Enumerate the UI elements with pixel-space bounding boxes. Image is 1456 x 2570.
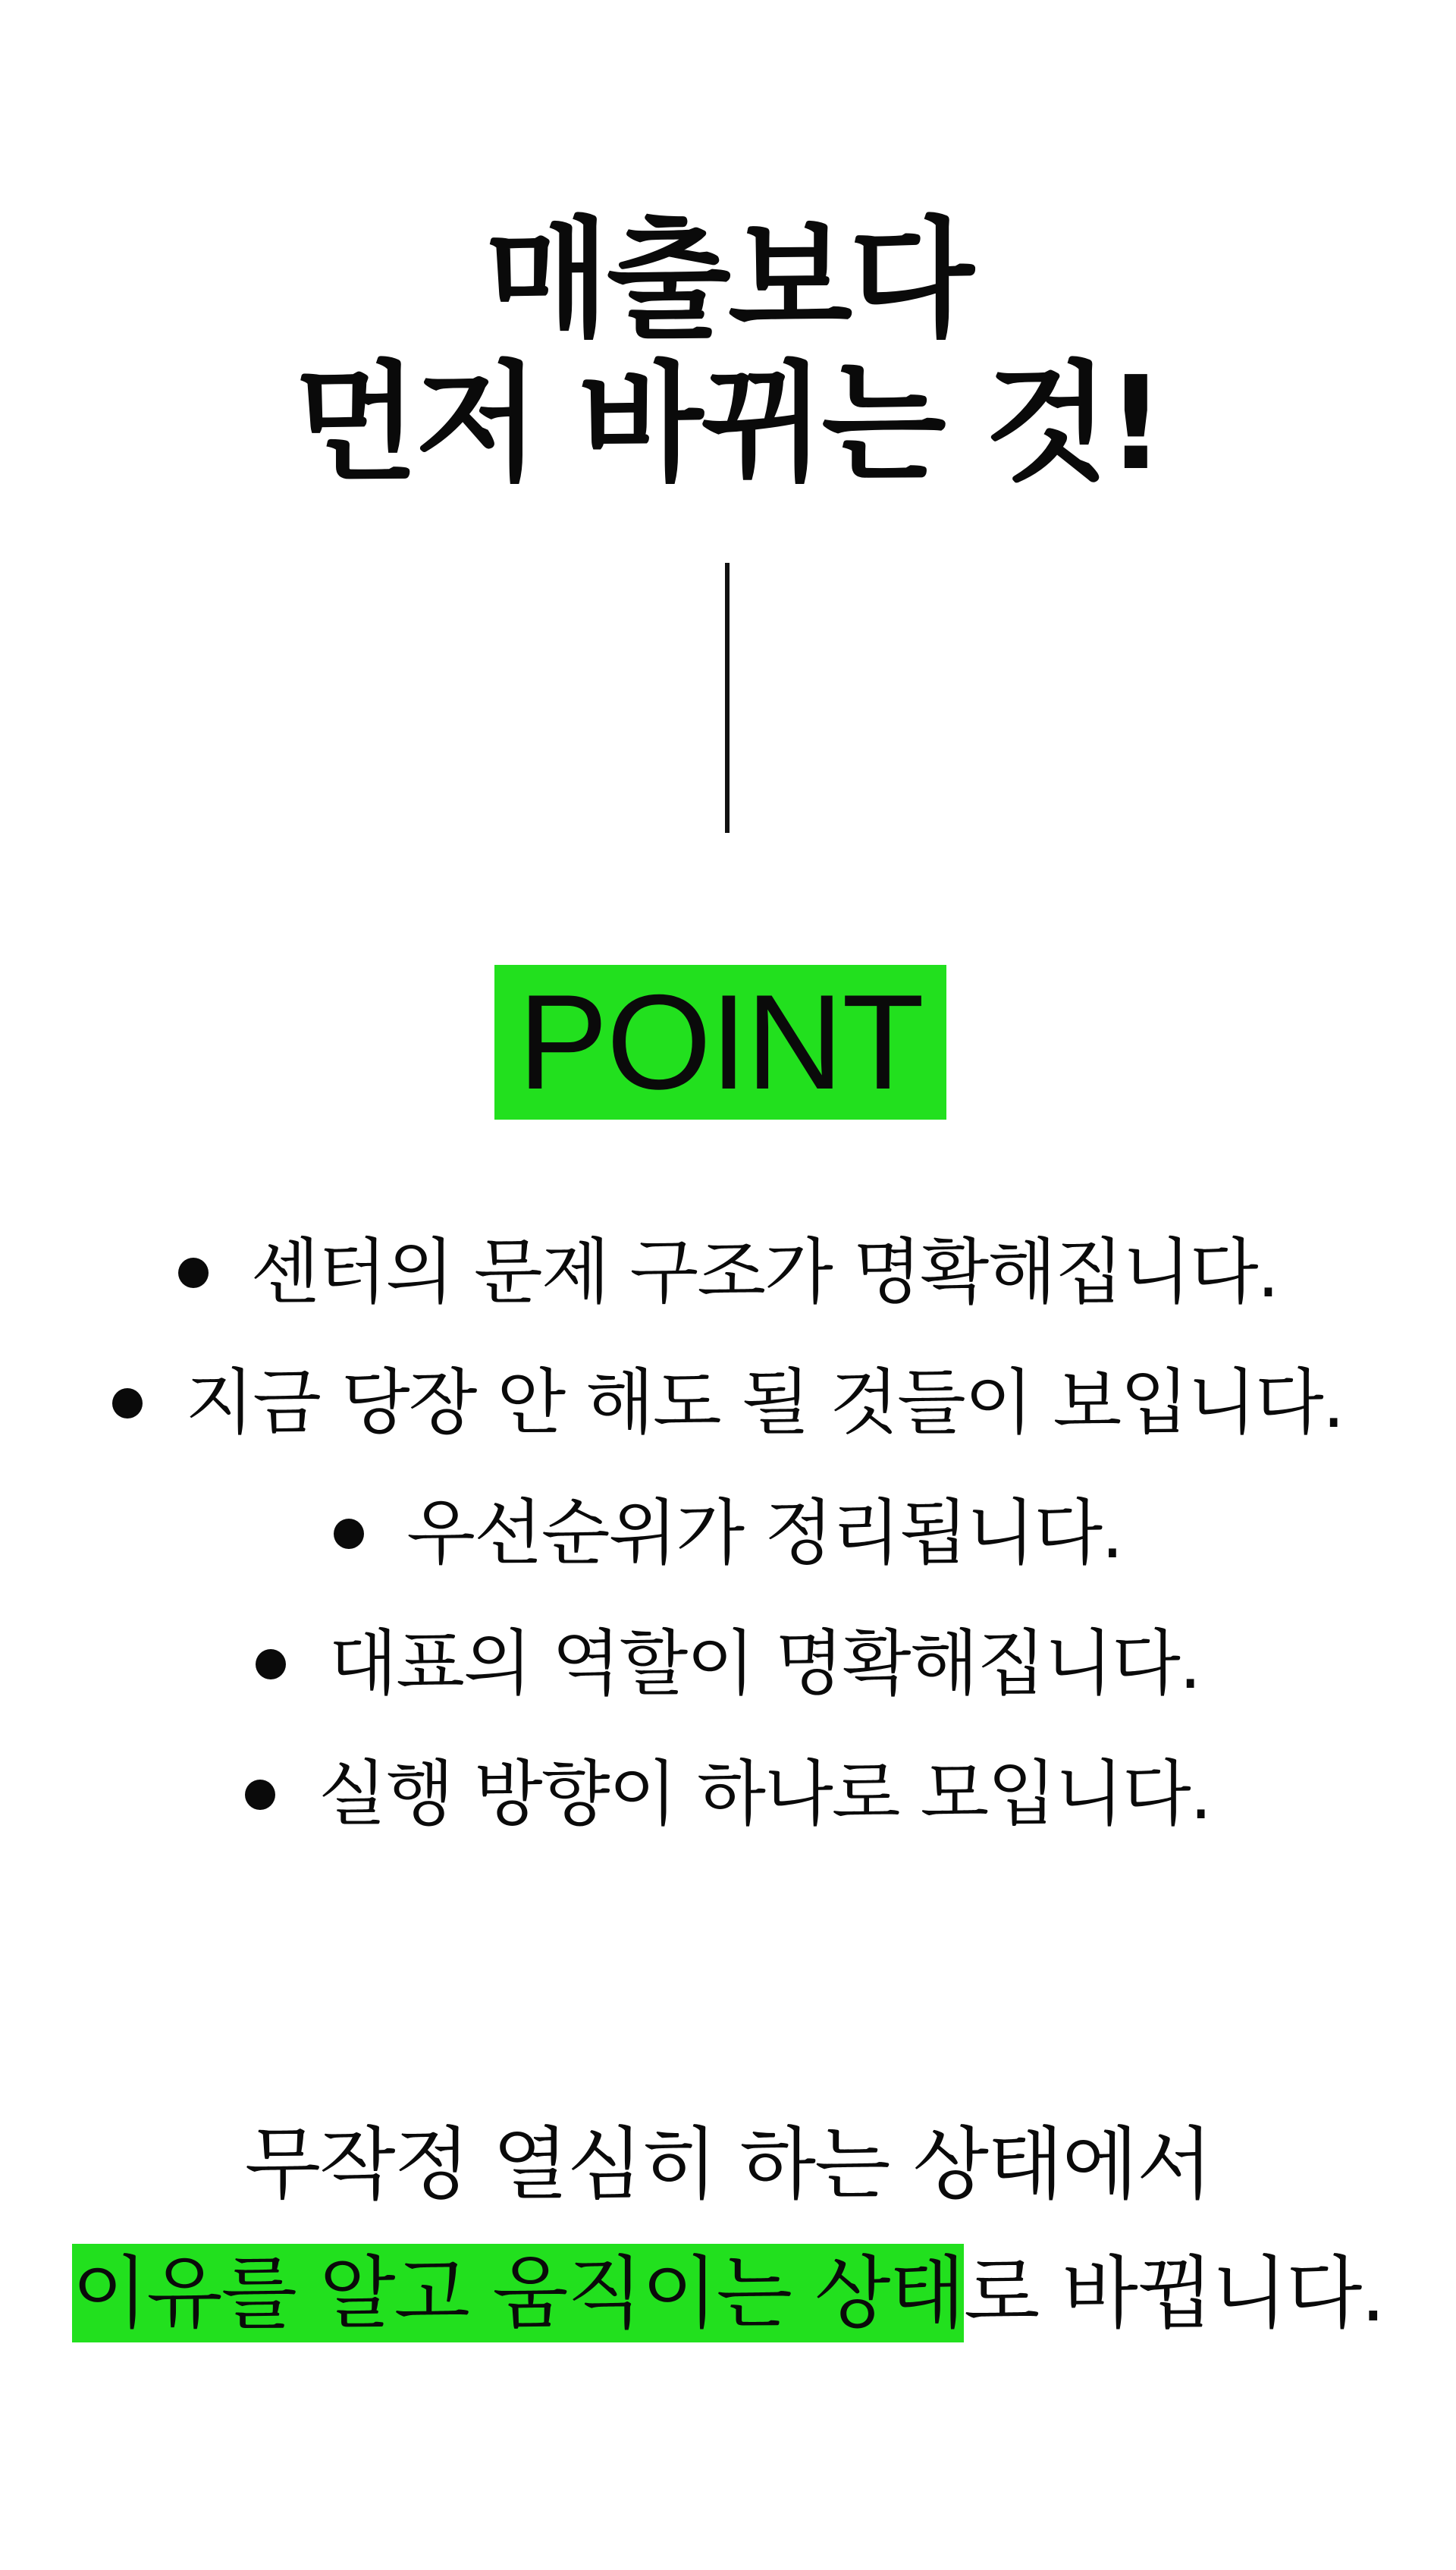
closing-line-2 xyxy=(0,2229,1456,2358)
list-item-text: 실행 방향이 하나로 모입니다. xyxy=(318,1753,1211,1836)
list-item-text: 센터의 문제 구조가 명확해집니다. xyxy=(250,1231,1279,1314)
title-line-2: 먼저 바뀌는 것! xyxy=(293,348,1163,499)
bullet-icon xyxy=(178,1258,209,1288)
point-badge xyxy=(494,965,946,1120)
list-item-text: 우선순위가 정리됩니다. xyxy=(406,1492,1122,1575)
title-line-1: 매출보다 xyxy=(485,204,971,355)
closing-highlight: 이유를 알고 움직이는 상태 xyxy=(72,2244,964,2342)
list-item-text: 대표의 역할이 명확해집니다. xyxy=(328,1623,1200,1705)
bullet-icon xyxy=(334,1519,364,1549)
bullet-icon xyxy=(245,1780,275,1810)
bullet-icon xyxy=(112,1388,143,1419)
list-item xyxy=(0,1338,1456,1469)
closing-line-1: 무작정 열심히 하는 상태에서 xyxy=(244,2118,1212,2210)
point-label: POINT xyxy=(518,966,923,1117)
list-item xyxy=(0,1730,1456,1860)
list-item xyxy=(0,1469,1456,1599)
point-list xyxy=(0,1208,1456,1860)
closing-statement xyxy=(0,2100,1456,2358)
closing-line-2-rest: 로 바뀝니다. xyxy=(963,2247,1385,2339)
bullet-icon xyxy=(256,1649,286,1679)
list-item xyxy=(0,1208,1456,1338)
vertical-divider xyxy=(725,563,730,833)
page-title xyxy=(0,204,1456,499)
list-item-text: 지금 당장 안 해도 될 것들이 보입니다. xyxy=(185,1362,1344,1444)
list-item xyxy=(0,1599,1456,1730)
